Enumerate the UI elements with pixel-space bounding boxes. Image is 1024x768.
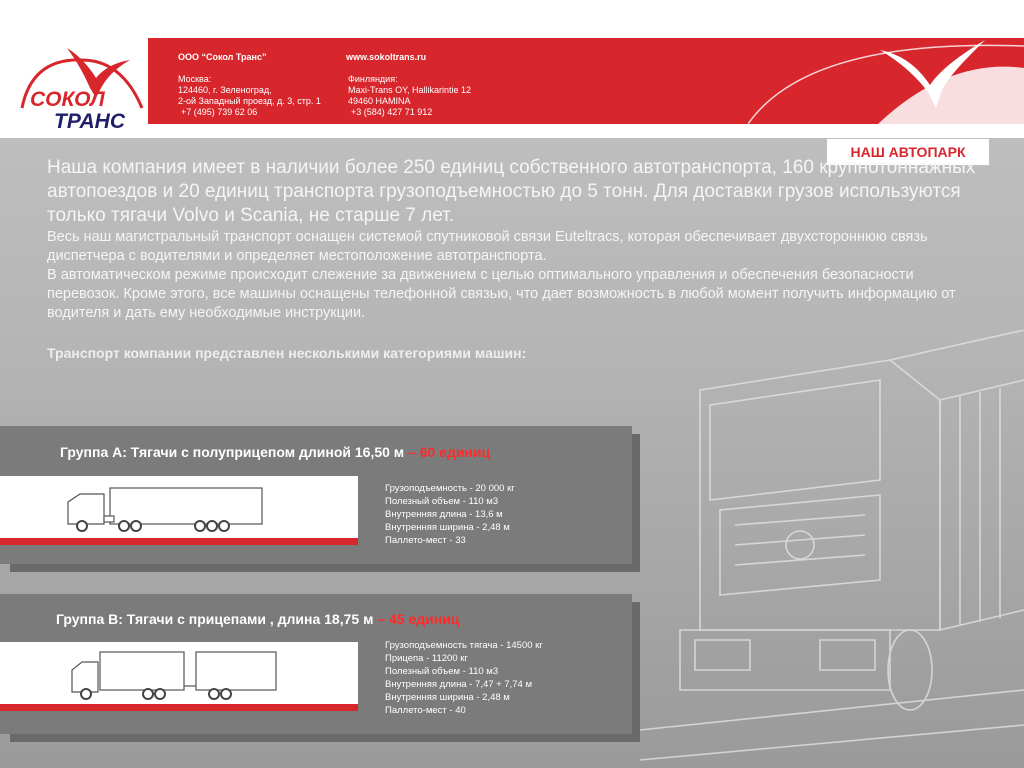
spec-line: Внутренняя ширина - 2,48 м xyxy=(385,522,510,533)
intro-text xyxy=(47,156,987,361)
finland-line2: 49460 HAMINA xyxy=(348,96,411,106)
moscow-line2: 2-ой Западный проезд, д. 3, стр. 1 xyxy=(178,96,321,106)
finland-address xyxy=(348,74,471,118)
moscow-line1: 124460, г. Зеленоград, xyxy=(178,85,272,95)
group-a-image-panel xyxy=(0,476,358,545)
finland-city: Финляндия: xyxy=(348,74,398,84)
group-a-title xyxy=(60,444,490,460)
spec-line: Прицепа - 11200 кг xyxy=(385,653,468,664)
spec-line: Паллето-мест - 33 xyxy=(385,535,466,546)
finland-line1: Maxi-Trans OY, Hallikarintie 12 xyxy=(348,85,472,95)
company-name: ООО “Сокол Транс” xyxy=(178,52,267,62)
falcon-logo-icon xyxy=(12,38,162,134)
group-b-image-panel xyxy=(0,642,358,711)
group-a-count: – 60 единиц xyxy=(408,444,491,460)
semitrailer-truck-icon xyxy=(0,476,358,538)
website-link[interactable]: www.sokoltrans.ru xyxy=(346,52,427,62)
group-a-specs xyxy=(385,482,515,547)
company-logo xyxy=(12,38,162,134)
white-falcon-icon xyxy=(870,30,990,110)
group-a-title-text: Группа А: Тягачи с полуприцепом длиной 16,50 м xyxy=(60,444,409,460)
spec-line: Внутренняя длина - 13,6 м xyxy=(385,509,503,520)
group-b-count: – 45 единиц xyxy=(377,611,460,627)
section-label: НАШ АВТОПАРК xyxy=(826,138,990,166)
spec-line: Грузоподъемность - 20 000 кг xyxy=(385,483,515,494)
truck-with-trailer-icon xyxy=(0,642,358,704)
moscow-address xyxy=(178,74,321,118)
intro-paragraph-3: В автоматическом режиме происходит слежение за движением с целью оптимального управления и обеспечения безопасности перевозок. Кроме этого, все машины оснащены телефонной связью, что дает возможность в любой момент получить информацию от водителя и дать ему необходимые инструкции. xyxy=(47,267,956,321)
spec-line: Полезный объем - 110 м3 xyxy=(385,496,499,507)
spec-line: Внутренняя длина - 7,47 + 7,74 м xyxy=(385,679,533,690)
categories-heading: Транспорт компании представлен несколькими категориями машин: xyxy=(47,345,527,361)
group-b-title-text: Группа В: Тягачи с прицепами , длина 18,75 м xyxy=(56,611,378,627)
background-truck-sketch xyxy=(640,330,1024,768)
logo-word-2: ТРАНС xyxy=(54,110,126,133)
spec-line: Внутренняя ширина - 2,48 м xyxy=(385,692,510,703)
group-b-specs xyxy=(385,639,543,717)
spec-line: Паллето-мест - 40 xyxy=(385,705,466,716)
finland-phone: +3 (584) 427 71 912 xyxy=(351,107,433,117)
logo-word-1: СОКОЛ xyxy=(30,88,105,111)
group-b-title xyxy=(56,611,459,627)
spec-line: Грузоподъемность тягача - 14500 кг xyxy=(385,640,543,651)
intro-paragraph-2: Весь наш магистральный транспорт оснащен системой спутниковой связи Euteltracs, которая обеспечивает двухстороннюю связь диспетчера с водителями и определяет местоположение автотранспорта. xyxy=(47,229,928,264)
intro-paragraph-1: Наша компания имеет в наличии более 250 единиц собственного автотранспорта, 160 крупнотоннажных автопоездов и 20 единиц транспорта грузоподъемностью до 5 тонн. Для доставки грузов используются только тягачи Volvo и Scania, не старше 7 лет. xyxy=(47,157,976,226)
spec-line: Полезный объем - 110 м3 xyxy=(385,666,499,677)
moscow-phone: +7 (495) 739 62 06 xyxy=(181,107,258,117)
moscow-city: Москва: xyxy=(178,74,212,84)
